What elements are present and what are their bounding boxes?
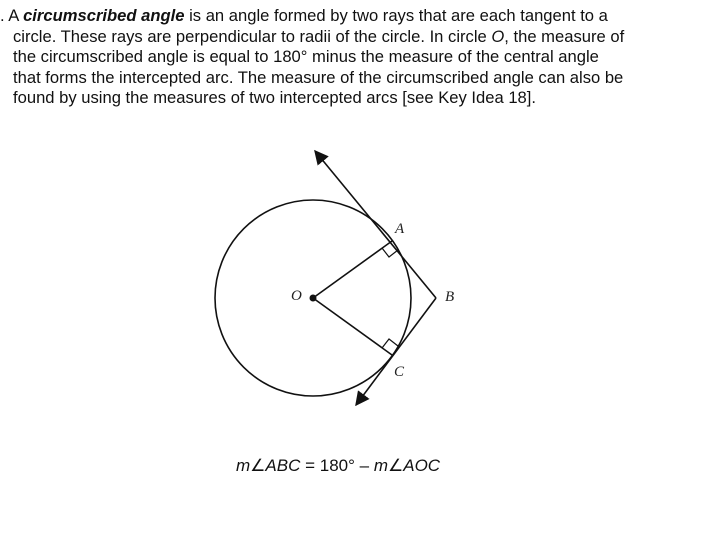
paragraph-line-4: that forms the intercepted arc. The measure of the circumscribed angle can also be	[13, 67, 624, 87]
label-b: B	[445, 289, 455, 305]
circle-name: O	[491, 26, 505, 46]
paragraph-line-2-text: circle. These rays are perpendicular to radii of the circle. In circle	[13, 26, 492, 46]
radius-oa	[313, 241, 392, 298]
label-o: O	[291, 288, 302, 304]
paragraph-line-1-text: is an angle formed by two rays that are each tangent to a	[184, 6, 608, 25]
formula-m1: m	[236, 456, 251, 475]
paragraph-lead: . A	[0, 6, 24, 25]
paragraph-line-2-tail: , the measure of	[504, 26, 625, 46]
formula-equals: = 180° –	[300, 456, 374, 475]
label-c: C	[394, 364, 405, 380]
formula-angle2: ∠	[388, 456, 404, 475]
paragraph-line-5: found by using the measures of two intercepted arcs [see Key Idea 18].	[13, 88, 537, 108]
circumscribed-angle-term: circumscribed angle	[23, 6, 185, 25]
formula-angle1: ∠	[250, 456, 266, 475]
tangent-ray-ba	[315, 151, 436, 298]
tangent-ray-bc	[356, 298, 436, 405]
center-point-o	[310, 295, 317, 302]
radius-oc	[313, 298, 392, 355]
formula-m2: m	[373, 456, 388, 475]
label-a: A	[395, 221, 405, 237]
right-angle-mark-c	[382, 339, 398, 348]
formula-abc: ABC	[265, 456, 301, 475]
formula-aoc: AOC	[403, 456, 441, 475]
angle-formula	[236, 456, 440, 476]
paragraph-line-3: the circumscribed angle is equal to 180° minus the measure of the central angle	[13, 47, 599, 67]
